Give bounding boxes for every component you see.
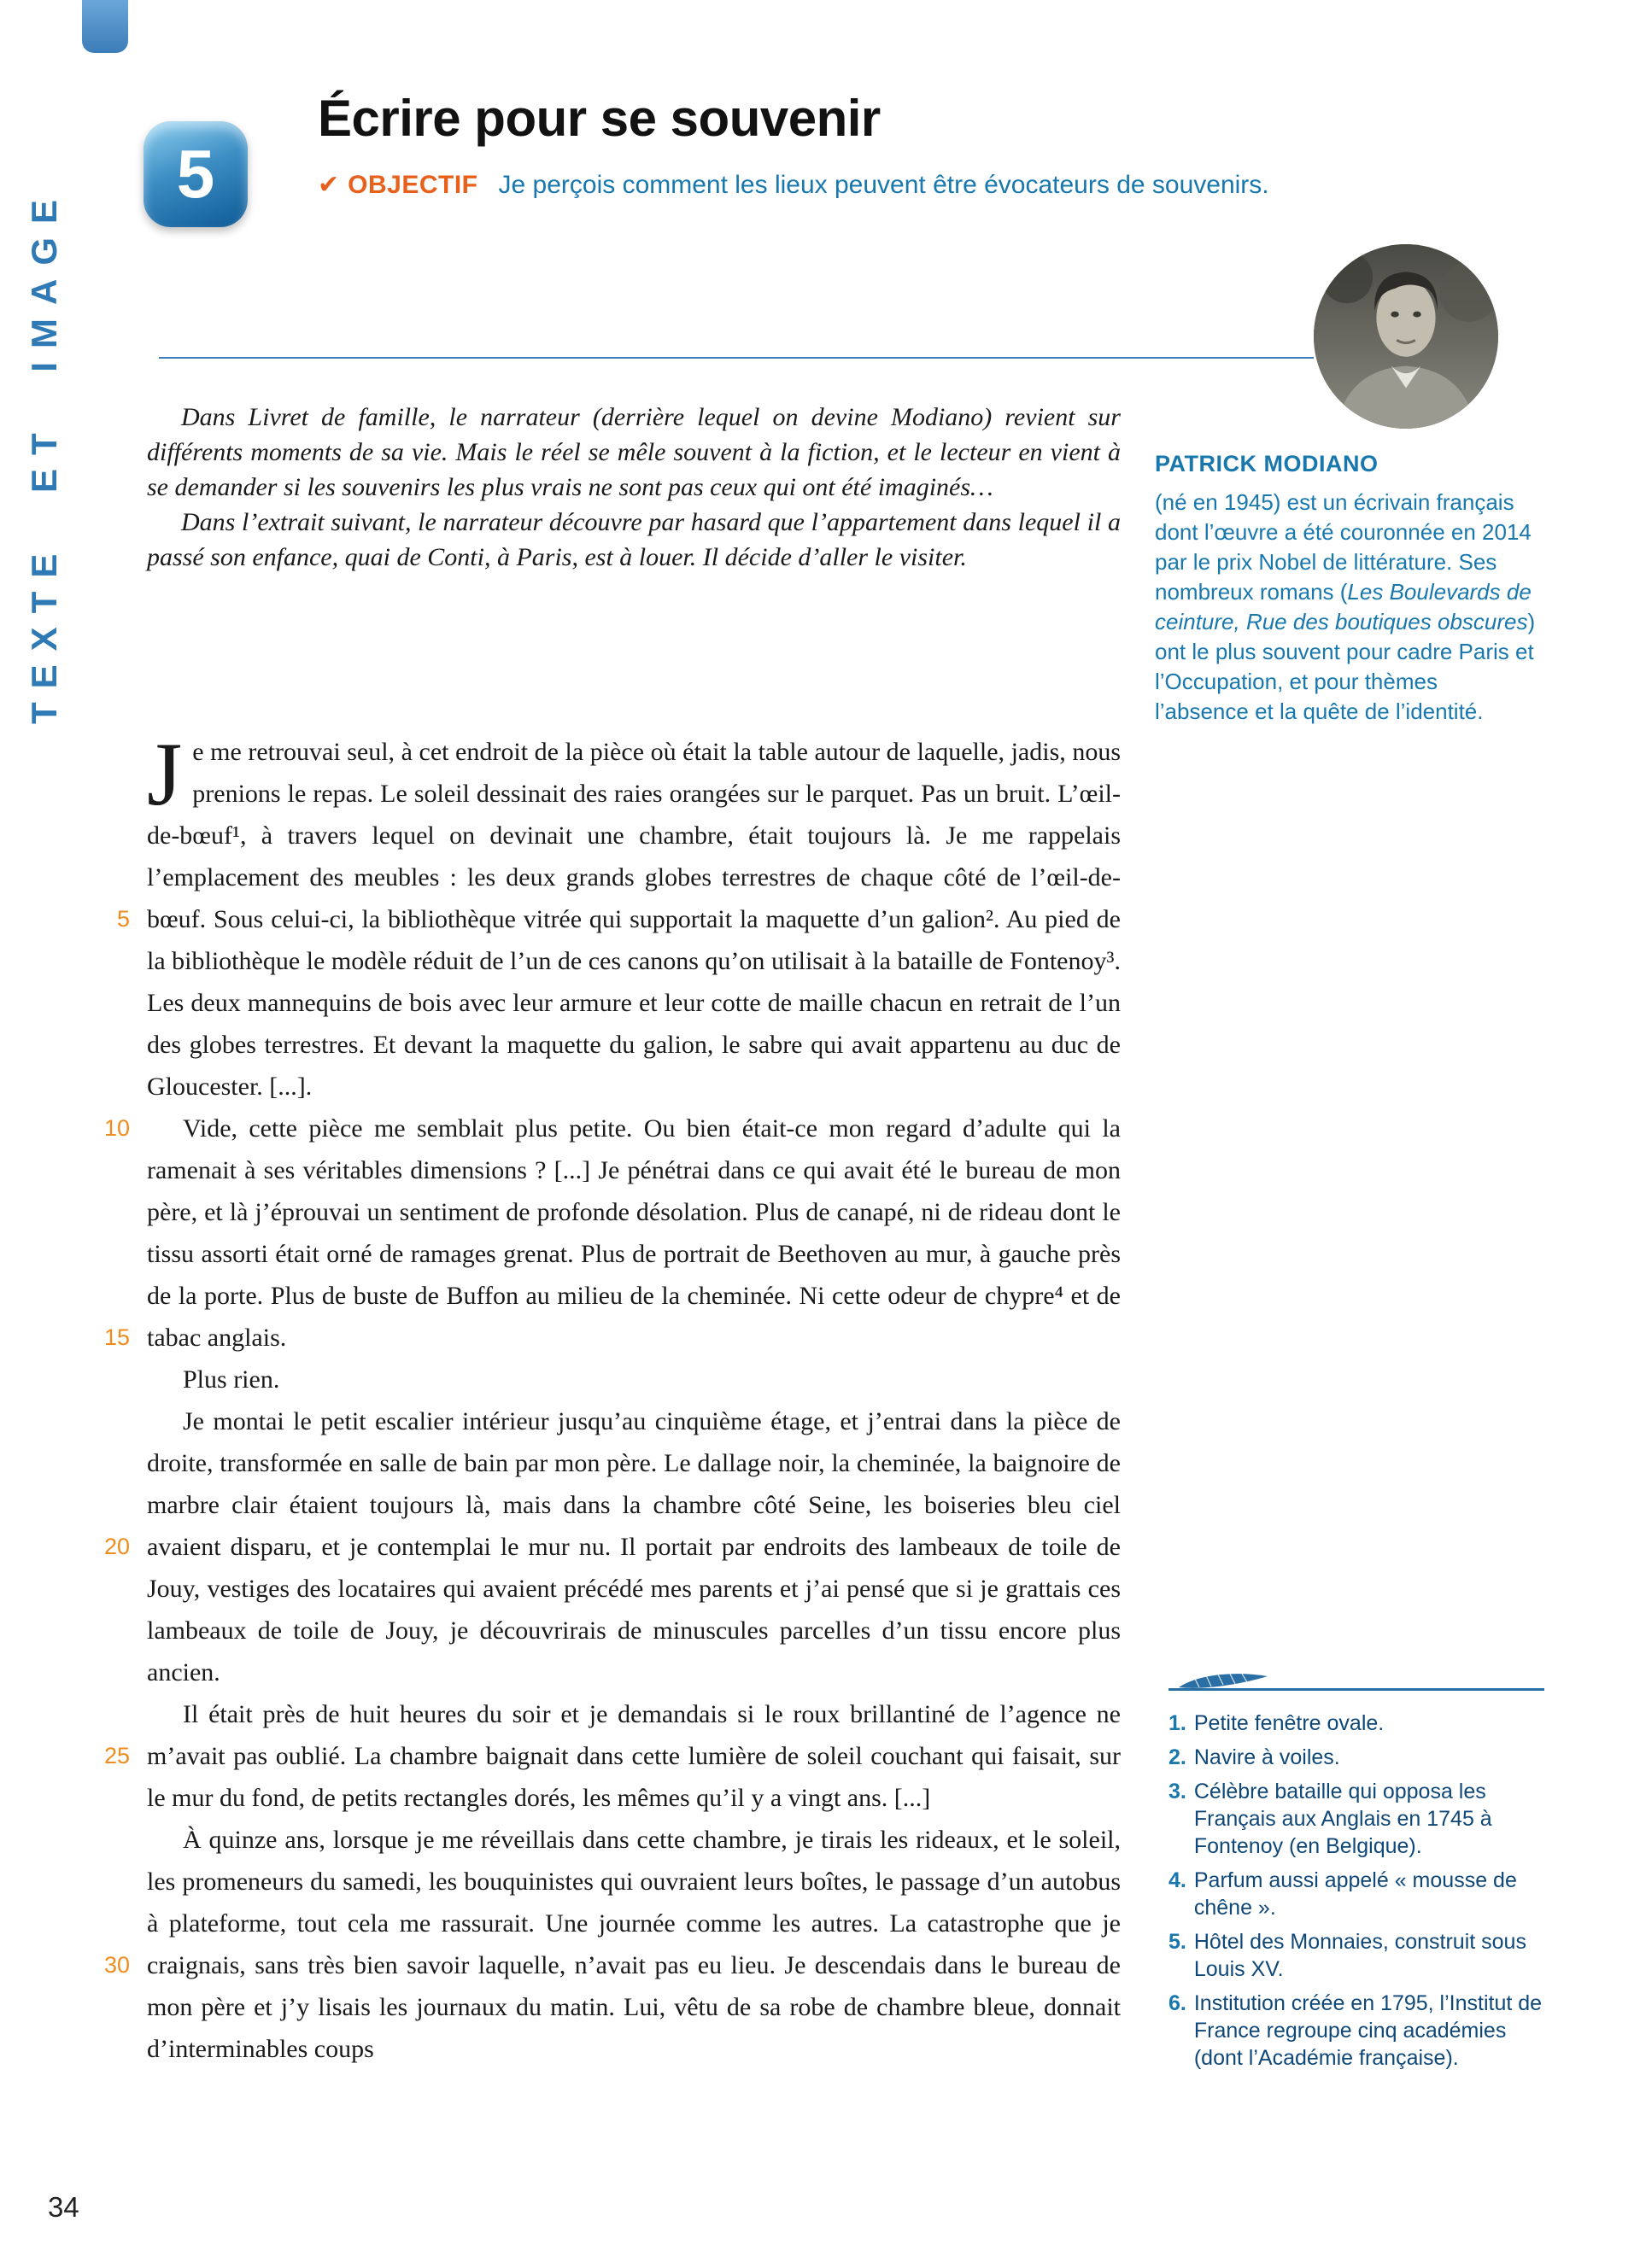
author-bio-book-titles: Les Boulevards de ceinture, Rue des boutiques obscures <box>1155 579 1532 634</box>
footnote-text: Navire à voiles. <box>1193 1745 1340 1769</box>
chapter-number-badge <box>144 121 248 227</box>
page-header <box>318 89 1385 200</box>
footnote-number: 4. <box>1168 1868 1186 1892</box>
line-number: 20 <box>103 1534 130 1559</box>
footnote-text: Petite fenêtre ovale. <box>1193 1711 1385 1735</box>
extract-paragraph-1-text: e me retrouvai seul, à cet endroit de la pièce où était la table autour de laquelle, jadis, nous prenions le repas. Le soleil dessinait des raies orangées sur le parquet. Pas un bruit. L’œil-de-bœuf¹, à travers lequel on devinait une chambre, était toujours là. Je me rappelais l’emplacement des meubles : les deux grands globes terrestres de chaque côté de l’œil-de-bœuf. Sous celui-ci, la bibliothèque vitrée qui supportait la maquette d’un galion². Au pied de la bibliothèque le modèle réduit de l’un de ces canons qu’on utilisait à la bataille de Fontenoy³. Les deux mannequins de bois avec leur armure et leur cotte de maille chacun en retrait de l’un des globes terrestres. Et devant la maquette du galion, le sabre qui avait appartenu au duc de Gloucester. [...]. <box>147 738 1121 1101</box>
footnote-item <box>1168 1744 1544 1771</box>
line-number: 5 <box>116 906 130 932</box>
extract-paragraph-6: À quinze ans, lorsque je me réveillais dans cette chambre, je tirais les rideaux, et le soleil, les promeneurs du samedi, les bouquinistes qui ouvraient leurs boîtes, le passage d’un autobus à plateforme, tout cela me rassurait. Une journée comme les autres. La catastrophe que je craignais, sans très bien savoir laquelle, n’avait pas eu lieu. Je descendais dans le bureau de mon père et j’y lisais les journaux du matin. Lui, vêtu de sa robe de chambre bleue, donnait d’interminables coups <box>147 1826 1121 2063</box>
objective-label: OBJECTIF <box>348 171 478 199</box>
footnote-number: 2. <box>1168 1745 1186 1769</box>
objective-row <box>318 170 1385 200</box>
extract-paragraph-1 <box>147 724 1121 1108</box>
introduction <box>147 400 1121 575</box>
footnote-text: Hôtel des Monnaies, construit sous Louis XV. <box>1193 1930 1526 1981</box>
footnote-item <box>1168 1710 1544 1737</box>
page-number: 34 <box>48 2191 79 2223</box>
footnote-text: Institution créée en 1795, l’Institut de France regroupe cinq académies (dont l’Académie française). <box>1193 1991 1543 2070</box>
footnotes-block <box>1168 1663 1544 2078</box>
chapter-number: 5 <box>176 136 215 212</box>
footnotes-divider <box>1168 1663 1544 1698</box>
author-name: PATRICK MODIANO <box>1155 451 1379 476</box>
footnote-number: 5. <box>1168 1930 1186 1954</box>
author-bio-text: (né en 1945) est un écrivain français dont l’œuvre a été couronnée en 2014 par le prix Nobel de littérature. Ses nombreux romans ( <box>1155 489 1532 605</box>
intro-paragraph-2: Dans l’extrait suivant, le narrateur découvre par hasard que l’appartement dans lequel il a passé son enfance, quai de Conti, à Paris, est à louer. Il décide d’aller le visiter. <box>147 508 1121 571</box>
extract-paragraph-5: Il était près de huit heures du soir et je demandais si le roux brillantiné de l’agence ne m’avait pas oublié. La chambre baignait dans cette lumière de soleil couchant qui faisait, sur le mur du fond, de petits rectangles dorés, les mêmes qu’il y a vingt ans. [...] <box>147 1700 1121 1812</box>
page-title: Écrire pour se souvenir <box>318 90 881 147</box>
footnote-item <box>1168 1990 1544 2072</box>
footnote-number: 3. <box>1168 1780 1186 1803</box>
dropcap-letter: J <box>147 724 183 824</box>
footnote-item <box>1168 1867 1544 1921</box>
line-number: 25 <box>103 1743 130 1768</box>
author-bio-box <box>1155 451 1538 727</box>
author-bio-text-end: ) ont le plus souvent pour cadre Paris et l’Occupation, et pour thèmes l’absence et la quête de l’identité. <box>1155 609 1536 724</box>
footnote-number: 1. <box>1168 1711 1186 1735</box>
footnote-item <box>1168 1928 1544 1983</box>
footnote-number: 6. <box>1168 1991 1186 2015</box>
line-number: 10 <box>103 1115 130 1141</box>
line-number: 15 <box>103 1324 130 1350</box>
section-vertical-label: TEXTE ET IMAGE <box>24 185 64 724</box>
objective-text: Je perçois comment les lieux peuvent être évocateurs de souvenirs. <box>498 171 1269 199</box>
extract-paragraph-4: Je montai le petit escalier intérieur jusqu’au cinquième étage, et j’entrai dans la pièce de droite, transformée en salle de bain par mon père. Le dallage noir, la cheminée, la baignoire de marbre clair étaient toujours là, mais dans la chambre côté Seine, les boiseries bleu ciel avaient disparu, et je contemplai le mur nu. Il portait par endroits des lambeaux de toile de Jouy, vestiges des locataires qui avaient précédé mes parents et j’ai pensé que si je grattais ces lambeaux de toile de Jouy, je découvrirais de minuscules parcelles d’un tissu encore plus ancien. <box>147 1407 1121 1686</box>
author-photo <box>1314 244 1498 429</box>
check-icon: ✔ <box>318 171 340 199</box>
extract-paragraph-3: Plus rien. <box>183 1365 280 1394</box>
extract-paragraph-2: Vide, cette pièce me semblait plus petite. Ou bien était-ce mon regard d’adulte qui la ramenait à ses véritables dimensions ? [...] Je pénétrai dans ce qui avait été le bureau de mon père, et là j’éprouvai un sentiment de profonde désolation. Plus de canapé, ni de rideau dont le tissu assorti était orné de ramages grenat. Plus de portrait de Beethoven au mur, à gauche près de la porte. Plus de buste de Buffon au milieu de la cheminée. Ni cette odeur de chypre⁴ et de tabac anglais. <box>147 1114 1121 1352</box>
footnote-text: Célèbre bataille qui opposa les Français aux Anglais en 1745 à Fontenoy (en Belgique). <box>1193 1780 1492 1858</box>
author-bio <box>1155 488 1538 727</box>
corner-tab-decoration <box>82 0 128 53</box>
quill-icon <box>1175 1670 1271 1692</box>
intro-paragraph-1: Dans Livret de famille, le narrateur (derrière lequel on devine Modiano) revient sur différents moments de sa vie. Mais le réel se mêle souvent à la fiction, et le lecteur en vient à se demander si les souvenirs les plus vrais ne sont pas ceux qui ont été imaginés… <box>147 403 1121 501</box>
footnote-text: Parfum aussi appelé « mousse de chêne ». <box>1193 1868 1517 1920</box>
main-extract <box>103 724 1121 2070</box>
line-number: 30 <box>103 1952 130 1978</box>
header-divider <box>159 357 1314 359</box>
footnote-item <box>1168 1778 1544 1860</box>
portrait-image <box>1314 244 1498 429</box>
